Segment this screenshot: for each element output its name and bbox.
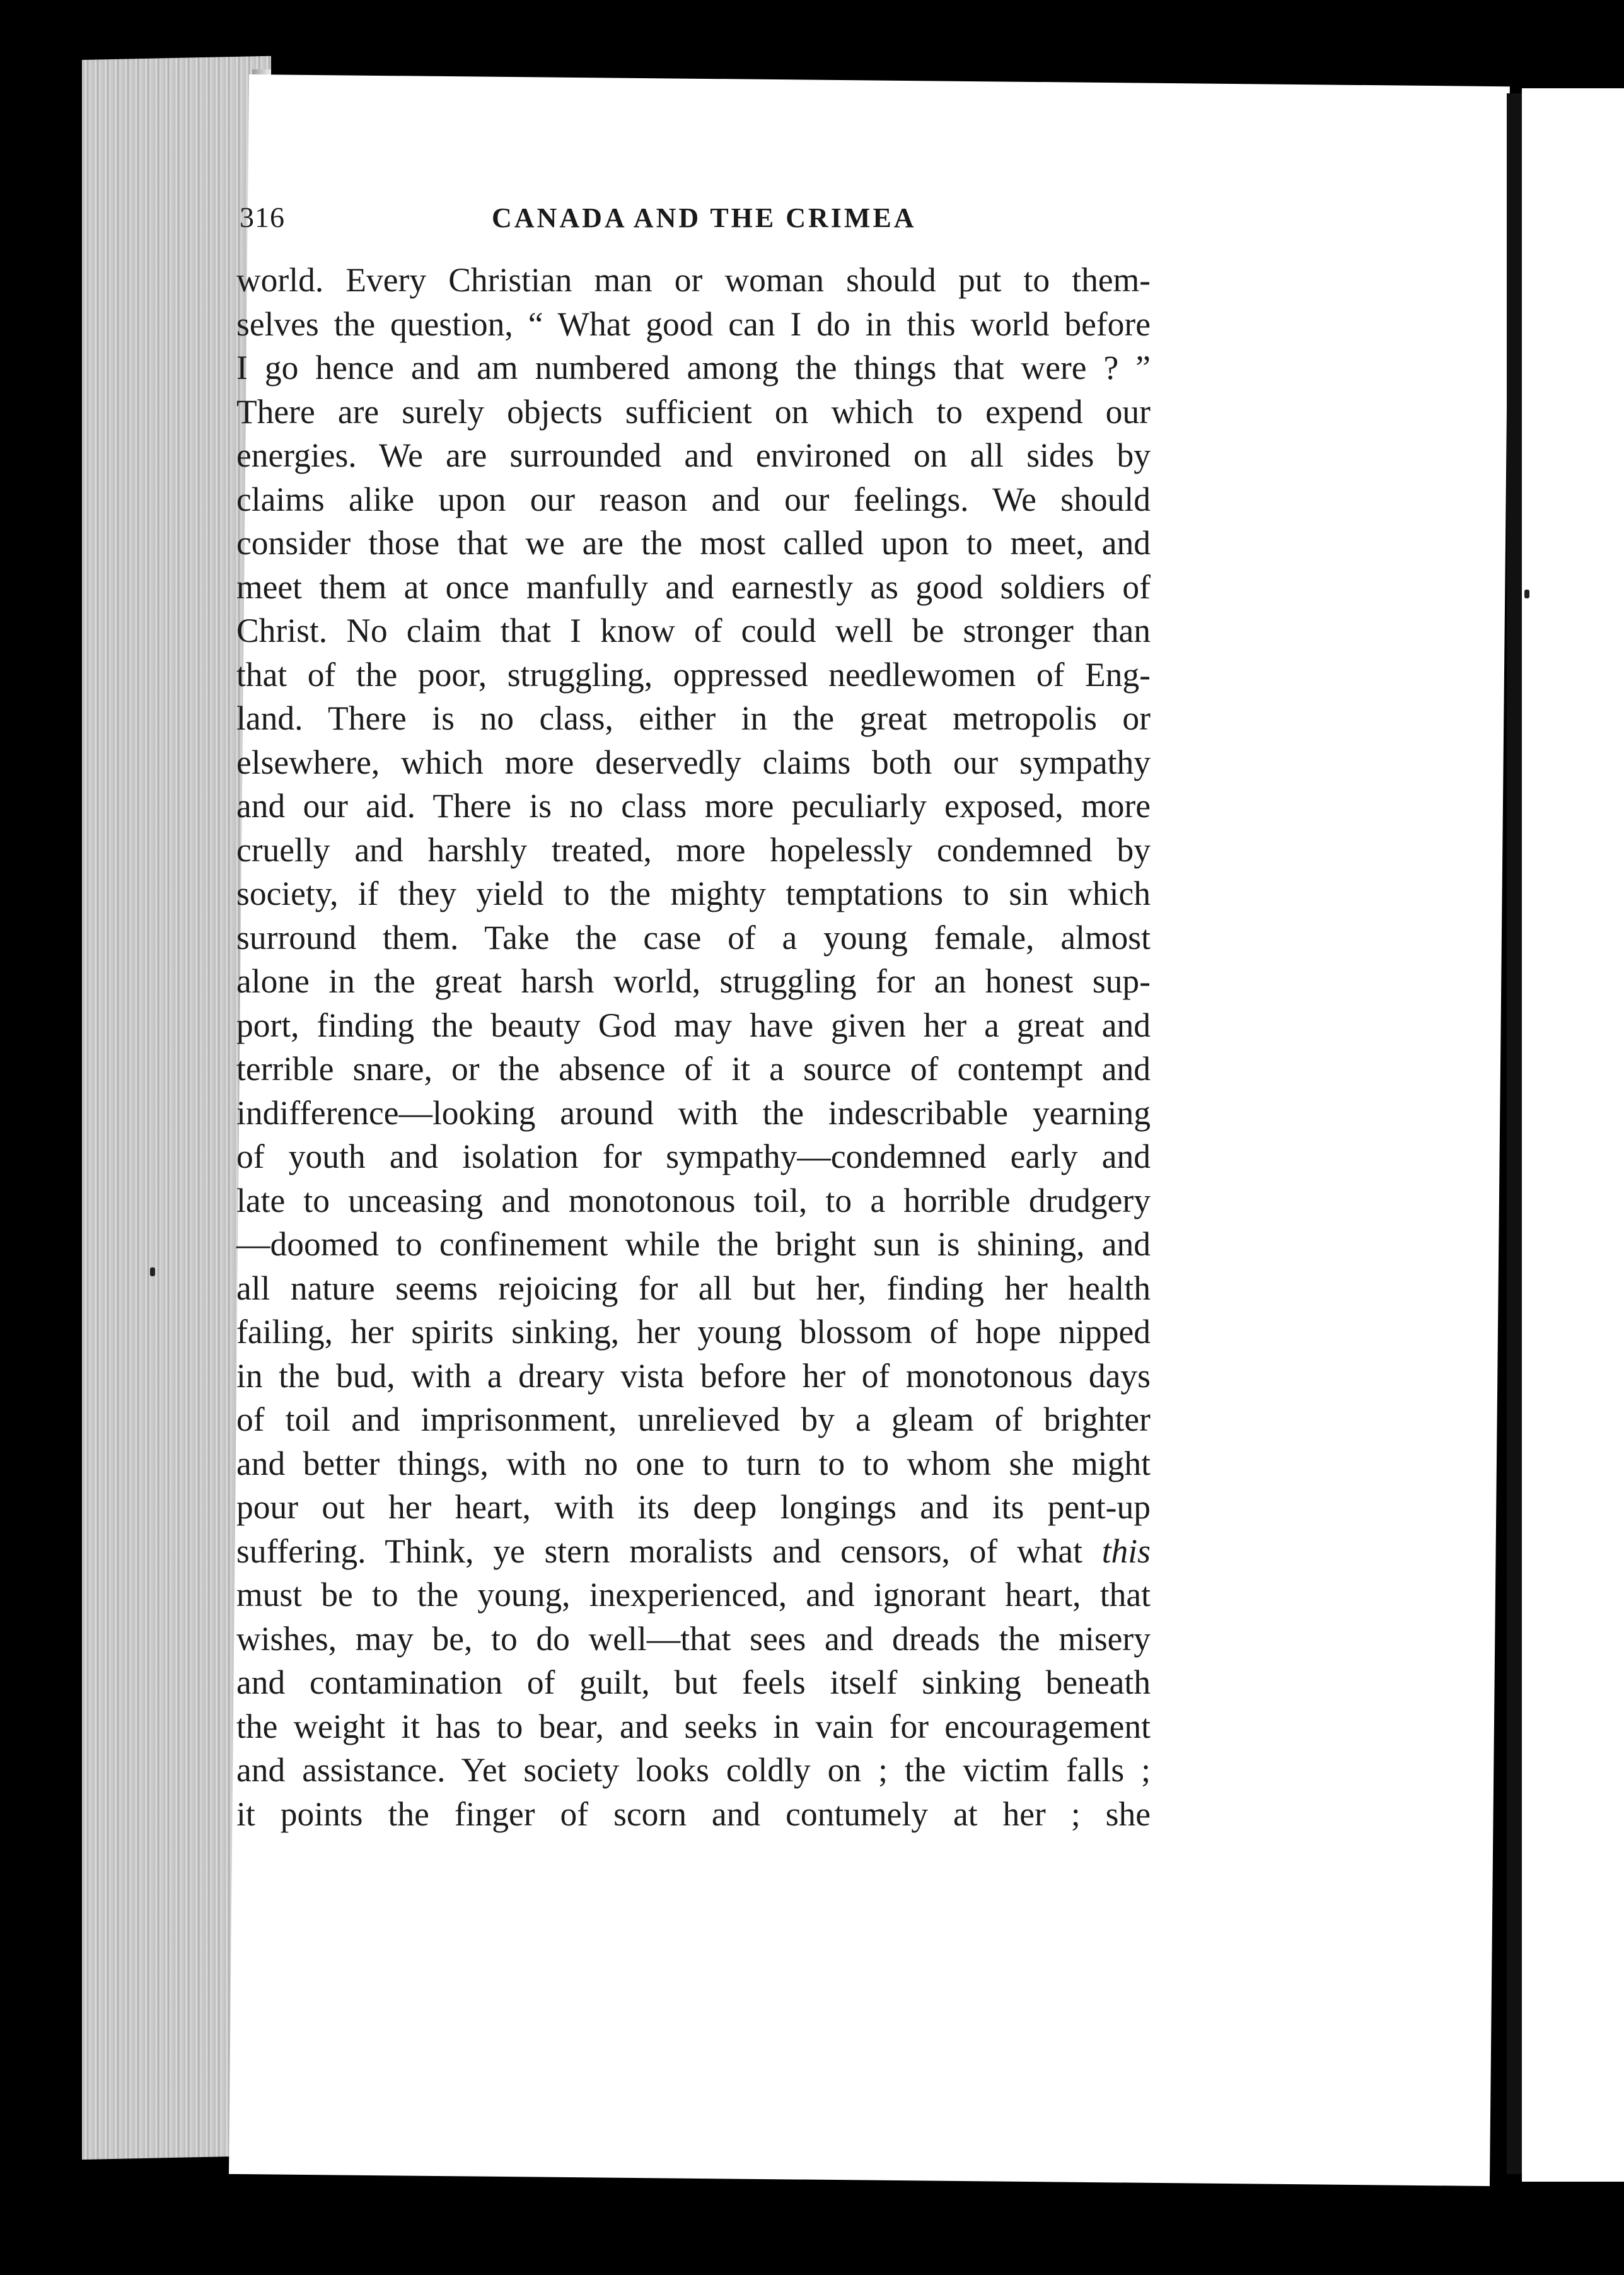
italic-word: this xyxy=(1101,1532,1151,1570)
facing-page xyxy=(1522,88,1624,2182)
page-divider xyxy=(1507,93,1522,2174)
ink-speck xyxy=(1524,590,1529,598)
text-line: energies. We are surrounded and environed on all sides by xyxy=(236,436,1151,474)
text-line: I go hence and am numbered among the things that were ? ” xyxy=(236,349,1151,387)
text-line: all nature seems rejoicing for all but her, finding her health xyxy=(236,1269,1151,1307)
text-line: alone in the great harsh world, struggling for an honest sup- xyxy=(236,962,1151,1000)
text-line: terrible snare, or the absence of it a source of contempt and xyxy=(236,1050,1151,1088)
ink-speck xyxy=(150,1267,155,1276)
running-head xyxy=(240,201,1154,245)
text-line: and assistance. Yet society looks coldly on ; the victim falls ; xyxy=(236,1751,1151,1789)
text-line: the weight it has to bear, and seeks in vain for encouragement xyxy=(236,1707,1151,1745)
text-line: There are surely objects sufficient on which to expend our xyxy=(236,392,1151,431)
text-line: and better things, with no one to turn to to whom she might xyxy=(236,1444,1151,1482)
text-line: it points the finger of scorn and contumely at her ; she xyxy=(236,1795,1151,1833)
text-line: surround them. Take the case of a young female, almost xyxy=(236,918,1151,957)
text-line-with-italic xyxy=(236,1530,1151,1574)
text-line: failing, her spirits sinking, her young blossom of hope nipped xyxy=(236,1313,1151,1351)
text-line: that of the poor, struggling, oppressed needlewomen of Eng- xyxy=(236,655,1151,694)
text-line: meet them at once manfully and earnestly as good soldiers of xyxy=(236,567,1151,606)
text-line: world. Every Christian man or woman should put to them- xyxy=(236,261,1151,299)
text-line: and contamination of guilt, but feels itself sinking beneath xyxy=(236,1663,1151,1701)
text-line: land. There is no class, either in the great metropolis or xyxy=(236,699,1151,737)
text-line: late to unceasing and monotonous toil, to a horrible drudgery xyxy=(236,1181,1151,1219)
text-line: society, if they yield to the mighty temptations to sin which xyxy=(236,875,1151,912)
text-line: Christ. No claim that I know of could well be stronger than xyxy=(236,612,1151,649)
text-line: wishes, may be, to do well—that sees and dreads the misery xyxy=(236,1619,1151,1658)
text-line-segment: suffering. Think, ye stern moralists and censors, of what xyxy=(236,1532,1082,1570)
text-line: —doomed to confinement while the bright sun is shining, and xyxy=(236,1225,1151,1263)
text-line: consider those that we are the most called upon to meet, and xyxy=(236,524,1151,562)
text-line: pour out her heart, with its deep longings and its pent-up xyxy=(236,1488,1151,1526)
page-number: 316 xyxy=(240,201,285,233)
text-line: port, finding the beauty God may have given her a great and xyxy=(236,1006,1151,1044)
text-line: of toil and imprisonment, unrelieved by a gleam of brighter xyxy=(236,1400,1151,1438)
body-text xyxy=(236,259,1151,1836)
text-line: elsewhere, which more deservedly claims both our sympathy xyxy=(236,743,1151,781)
text-line: claims alike upon our reason and our feelings. We should xyxy=(236,480,1151,518)
text-line: cruelly and harshly treated, more hopelessly condemned by xyxy=(236,830,1151,869)
running-title: CANADA AND THE CRIMEA xyxy=(492,202,917,233)
text-line: indifference—looking around with the indescribable yearning xyxy=(236,1093,1151,1132)
text-line: must be to the young, inexperienced, and ignorant heart, that xyxy=(236,1576,1151,1614)
text-line: in the bud, with a dreary vista before her of monotonous days xyxy=(236,1356,1151,1395)
text-line: of youth and isolation for sympathy—condemned early and xyxy=(236,1138,1151,1175)
text-line: selves the question, “ What good can I do in this world before xyxy=(236,305,1151,343)
text-line: and our aid. There is no class more peculiarly exposed, more xyxy=(236,787,1151,825)
